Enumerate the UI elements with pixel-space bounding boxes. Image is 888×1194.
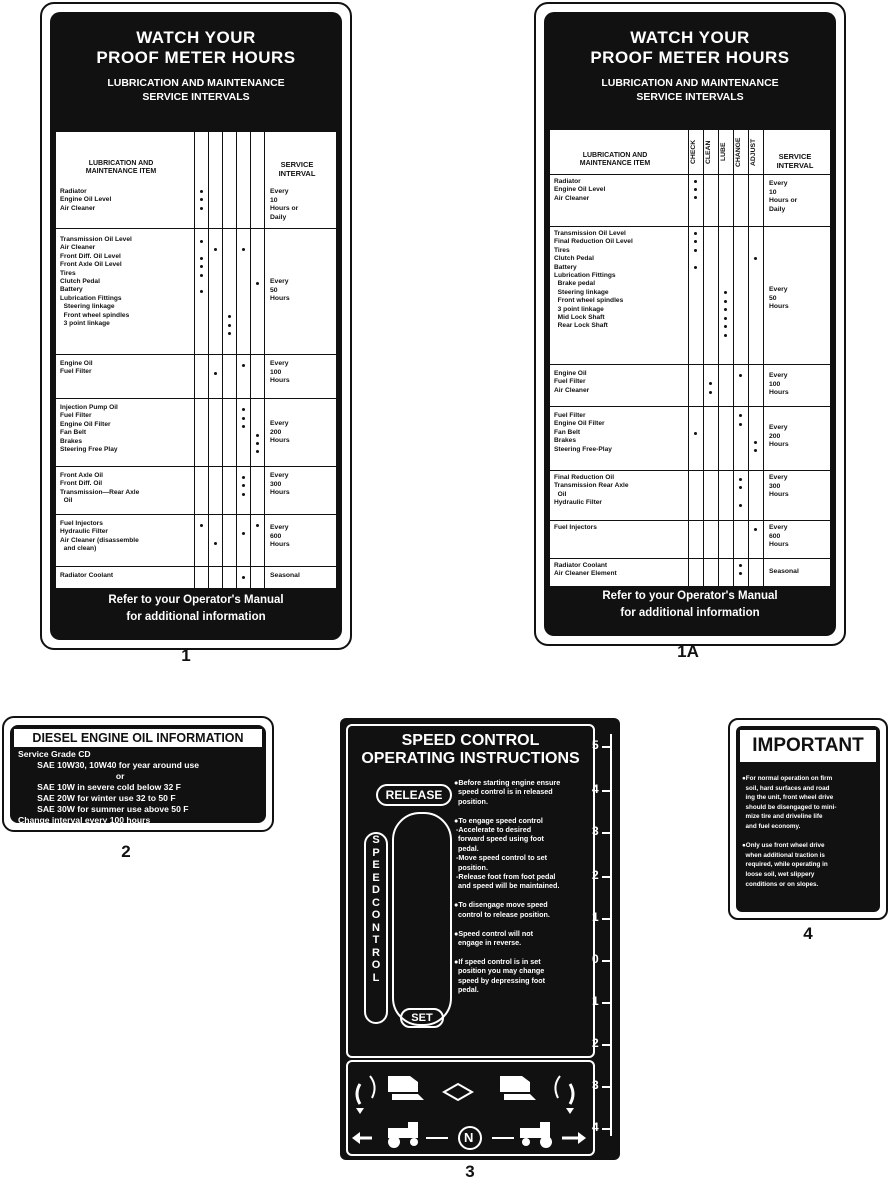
row-divider [56,398,336,399]
diesel-oil-lines: Service Grade CD SAE 10W30, 10W40 for year around use or SAE 10W in severe cold below 32 F SAE 20W for winter use 32 to 50 F SAE 30W for summer use above 50 F Change interval every 100 hours [18,749,200,825]
row-divider [550,174,830,175]
decal-1-panel [50,12,342,640]
release-label: RELEASE [376,784,452,806]
check-mark [256,450,259,453]
check-mark [709,382,712,385]
row-divider [56,228,336,229]
group-service: Every 600 Hours [270,524,290,549]
group-service: Every 300 Hours [769,474,789,499]
check-mark [739,423,742,426]
important-panel [736,726,880,912]
check-mark [214,248,217,251]
check-mark [200,240,203,243]
check-mark [200,290,203,293]
column-clean: CLEAN [705,140,712,164]
scale-number: 4 [592,782,599,796]
column-divider [748,130,749,586]
group-service: Every 50 Hours [769,286,789,311]
vertical-letter: E [372,859,380,871]
scale-number: 3 [592,1078,599,1092]
group-items: Fuel Injectors Hydraulic Filter Air Cleaner (disassemble and clean) [60,520,139,553]
important-text: ●For normal operation on firm soil, hard surfaces and road ing the unit, front wheel drive should be disengaged to mini- mize tire and driveline life and fuel economy. ●Only use front wheel drive when additional traction is required, while operating in loose soil, wet slippery conditions or on slopes. [742,775,837,888]
lever-slot [392,812,452,1026]
scale-tick [602,790,612,792]
scale-number: 5 [592,738,599,752]
check-mark [242,493,245,496]
group-service: Every 10 Hours or Daily [769,180,798,213]
scale-number: 1 [592,994,599,1008]
scale-number: 0 [592,952,599,966]
decal-1a-table [550,130,830,586]
vertical-letter: E [372,871,380,884]
check-mark [739,478,742,481]
group-service: Every 10 Hours or Daily [270,188,299,221]
decal-1-table [56,132,336,588]
check-mark [739,414,742,417]
speed-control-instructions: ●Before starting engine ensure speed control is in released position. ●To engage speed control -Accelerate to desired forward speed using foot pedal. -Move speed control to set position. -Release foot from foot pedal and speed will be maintained. ●To disengage move speed control to release position. ●Speed control will not engage in reverse. ●If speed control is in set position you may change speed by depressing foot pedal. [454,778,561,994]
check-mark [754,449,757,452]
scale-number: 2 [592,868,599,882]
decal-1a-footer: Refer to your Operator's Manual for additional information [602,590,778,619]
column-adjust: ADJUST [750,138,757,166]
important-decal [728,718,888,920]
decal-1-header [50,12,342,104]
service-interval-header: SERVICE INTERVAL [278,160,316,178]
check-mark [200,274,203,277]
column-lube: LUBE [720,142,727,162]
check-mark [256,282,259,285]
column-change: CHANGE [735,137,742,167]
group-service: Every 100 Hours [270,360,290,385]
speed-control-vertical-label [364,832,388,1024]
scale-tick [602,832,612,834]
check-mark [694,249,697,252]
group-items: Fuel Injectors [554,524,597,531]
check-mark [256,524,259,527]
check-mark [200,198,203,201]
decal-1-footer: Refer to your Operator's Manual for additional information [108,594,284,623]
check-mark [242,417,245,420]
group-service: Seasonal [270,572,300,579]
speed-control-decal [340,718,620,1160]
direction-pictogram-panel [346,1060,595,1156]
maintenance-decal-1a [534,2,846,646]
row-divider [550,520,830,521]
group-items: Injection Pump Oil Fuel Filter Engine Oil Filter Fan Belt Brakes Steering Free Play [60,404,118,454]
group-items: Fuel Filter Engine Oil Filter Fan Belt Brakes Steering Free-Play [554,412,612,453]
item-header: LUBRICATION AND MAINTENANCE ITEM [85,160,157,175]
row-divider [56,514,336,515]
check-mark [242,425,245,428]
check-mark [200,207,203,210]
maintenance-decal-1 [40,2,352,650]
column-divider [688,130,689,586]
group-service: Every 200 Hours [769,424,789,449]
row-divider [550,470,830,471]
scale-bar [610,734,612,1136]
check-mark [242,576,245,579]
figure-label-1: 1 [181,646,191,665]
column-divider [703,130,704,586]
scale-tick [602,1002,612,1004]
diesel-oil-panel [10,725,266,823]
check-mark [228,332,231,335]
check-mark [709,391,712,394]
vertical-letter: O [371,909,381,921]
scale-number: 3 [592,824,599,838]
check-mark [724,300,727,303]
figure-label-3: 3 [465,1162,475,1181]
speed-control-title: SPEED CONTROL OPERATING INSTRUCTIONS [361,732,580,767]
group-items: Engine Oil Fuel Filter [60,360,93,376]
column-check: CHECK [690,139,697,165]
figure-label-2: 2 [121,842,131,861]
check-mark [739,564,742,567]
decal-1-subtitle: LUBRICATION AND MAINTENANCE SERVICE INTERVALS [107,77,285,103]
scale-tick [602,876,612,878]
check-mark [694,188,697,191]
check-mark [694,266,697,269]
column-divider [222,132,223,588]
scale-number: 2 [592,1036,599,1050]
check-mark [214,372,217,375]
scale-tick [602,1044,612,1046]
column-divider [208,132,209,588]
scale-number: 1 [592,910,599,924]
row-divider [550,226,830,227]
check-mark [228,324,231,327]
figure-label-1a: 1A [677,642,699,661]
check-mark [242,476,245,479]
item-header: LUBRICATION AND MAINTENANCE ITEM [579,152,651,167]
check-mark [754,441,757,444]
group-items: Radiator Coolant [60,572,114,579]
scale-tick [602,960,612,962]
check-mark [694,196,697,199]
row-divider [56,354,336,355]
decal-1a-header [544,12,836,104]
check-mark [724,317,727,320]
group-service: Every 300 Hours [270,472,290,497]
check-mark [200,524,203,527]
check-mark [242,364,245,367]
scale-tick [602,918,612,920]
figure-label-4: 4 [803,924,813,943]
group-service: Seasonal [769,568,799,575]
check-mark [242,484,245,487]
decal-1-title: WATCH YOUR PROOF METER HOURS [96,28,296,67]
neutral-label: N [464,1130,474,1145]
check-mark [724,308,727,311]
check-mark [256,442,259,445]
column-divider [194,132,195,588]
vertical-letter: S [372,834,380,846]
check-mark [200,257,203,260]
row-divider [56,466,336,467]
scale-tick [602,746,612,748]
column-divider [250,132,251,588]
check-mark [694,432,697,435]
group-items: Front Axle Oil Front Diff. Oil Transmission—Rear Axle Oil [60,472,140,505]
column-divider [236,132,237,588]
check-mark [256,434,259,437]
scale-tick [602,1128,612,1130]
vertical-letter: T [372,934,380,946]
diesel-oil-title: DIESEL ENGINE OIL INFORMATION [14,729,262,747]
check-mark [242,248,245,251]
group-service: Every 200 Hours [270,420,290,445]
check-mark [694,240,697,243]
diesel-oil-decal [2,716,274,832]
column-divider [718,130,719,586]
row-divider [56,566,336,567]
column-divider [763,130,764,586]
group-items: Engine Oil Fuel Filter Air Cleaner [554,370,590,394]
row-divider [550,558,830,559]
vertical-letter: P [372,846,380,859]
group-items: Final Reduction Oil Transmission Rear Axle Oil Hydraulic Filter [554,474,629,507]
vertical-letter: R [372,946,380,959]
row-divider [550,364,830,365]
speed-control-panel [346,724,595,1058]
check-mark [200,265,203,268]
important-title: IMPORTANT [740,730,876,762]
column-divider [733,130,734,586]
speed-scale [592,724,614,1154]
check-mark [739,486,742,489]
check-mark [214,542,217,545]
group-items: Radiator Coolant Air Cleaner Element [554,562,617,578]
group-items: Radiator Engine Oil Level Air Cleaner [554,178,606,202]
check-mark [724,325,727,328]
check-mark [242,408,245,411]
vertical-letter: L [372,971,380,984]
scale-tick [602,1086,612,1088]
check-mark [739,572,742,575]
vertical-letter: C [372,896,380,909]
check-mark [739,374,742,377]
check-mark [754,528,757,531]
group-service: Every 100 Hours [769,372,789,397]
set-label: SET [400,1008,444,1028]
group-items: Transmission Oil Level Final Reduction Oil Level Tires Clutch Pedal Battery Lubrication Fittings Brake pedal Steering linkage Front wheel spindles 3 point linkage Mid Lock Shaft Rear Lock Shaft [554,230,633,330]
group-items: Transmission Oil Level Air Cleaner Front Diff. Oil Level Front Axle Oil Level Tires Clutch Pedal Battery Lubrication Fittings Steering linkage Front wheel spindles 3 point linkage [60,236,132,328]
column-divider [264,132,265,588]
row-divider [550,406,830,407]
check-mark [228,315,231,318]
check-mark [242,532,245,535]
check-mark [724,291,727,294]
decal-1a-panel [544,12,836,636]
check-mark [724,334,727,337]
check-mark [739,504,742,507]
decal-1a-title: WATCH YOUR PROOF METER HOURS [590,28,790,67]
check-mark [754,257,757,260]
vertical-letter: N [372,921,380,934]
group-service: Every 50 Hours [270,278,290,303]
service-interval-header: SERVICE INTERVAL [776,152,814,170]
check-mark [694,180,697,183]
vertical-letter: D [372,884,380,896]
vertical-letter: O [371,959,381,971]
check-mark [200,190,203,193]
group-service: Every 600 Hours [769,524,789,549]
scale-number: 4 [592,1120,599,1134]
check-mark [694,232,697,235]
group-items: Radiator Engine Oil Level Air Cleaner [60,188,112,212]
decal-1a-subtitle: LUBRICATION AND MAINTENANCE SERVICE INTERVALS [601,77,779,103]
